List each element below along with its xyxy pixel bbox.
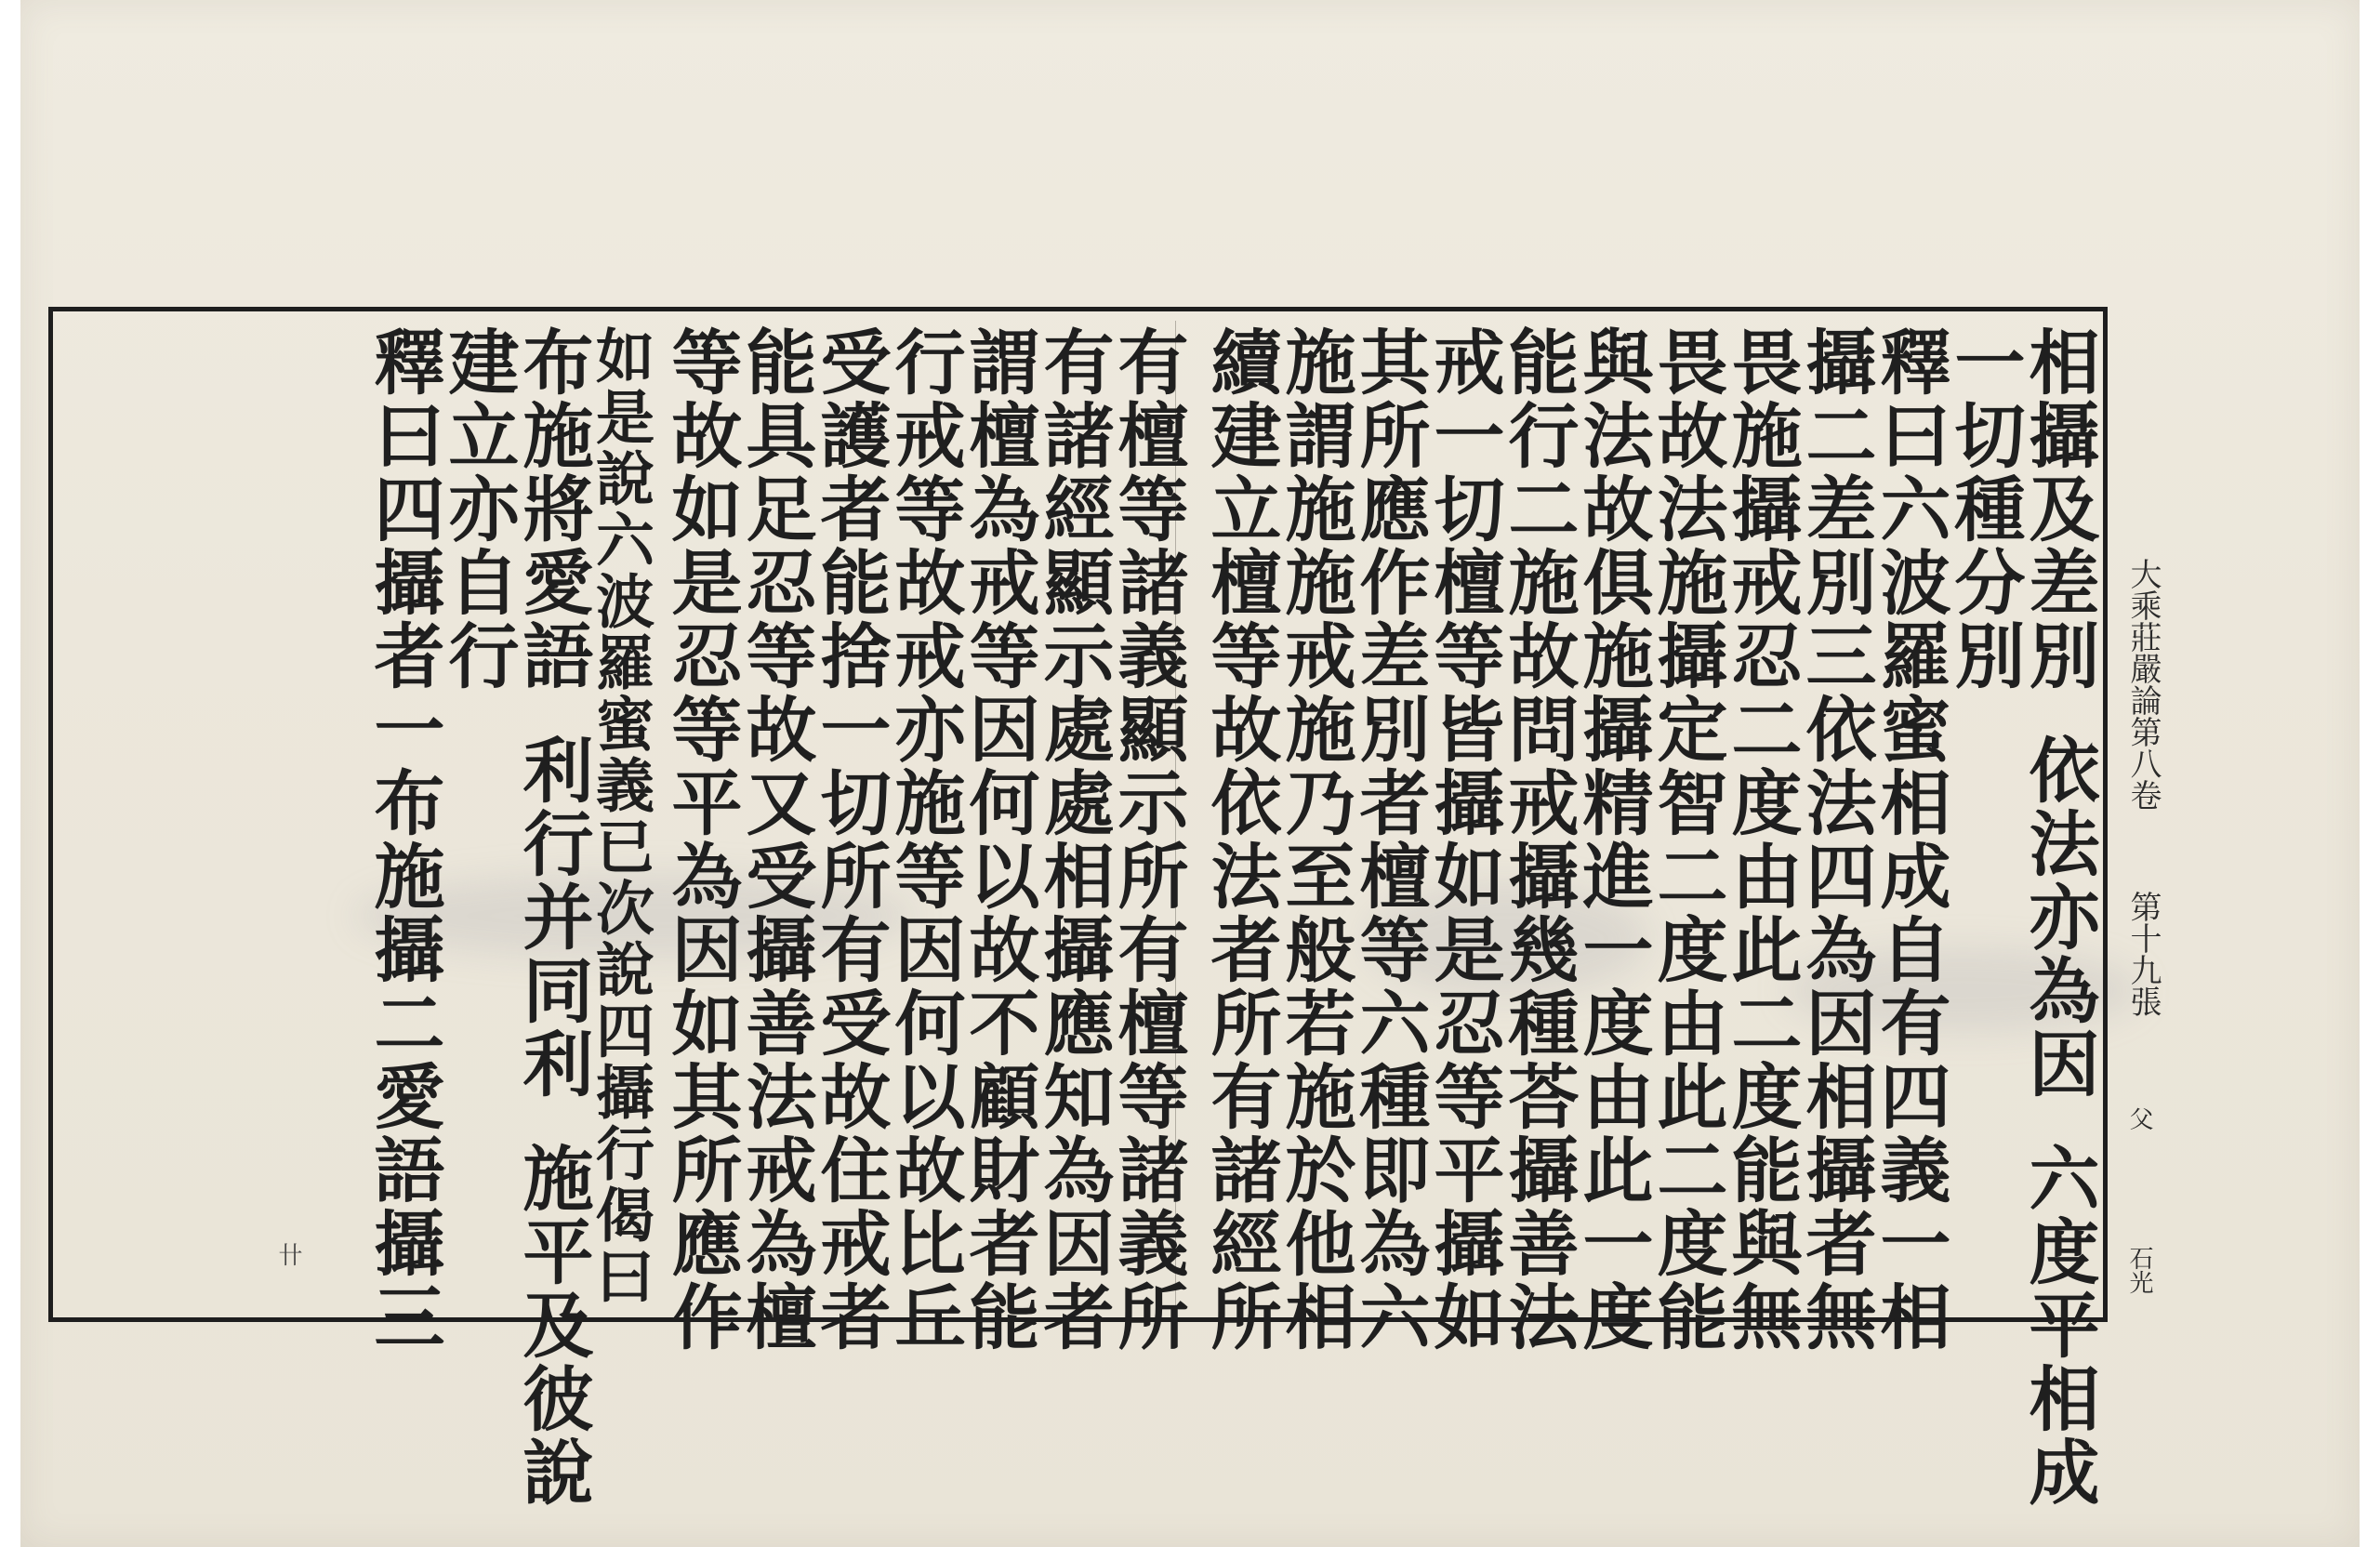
text-column: 布施將愛語利行并同利施平及彼說: [511, 325, 594, 1509]
text-column: 能行二施故問戒攝幾種荅攝善法: [1497, 325, 1580, 1354]
text-column: 等故如是忍等平為因如其所應作: [660, 325, 743, 1354]
text-column: 戒一切檀等皆攝如是忍等平攝如: [1422, 325, 1505, 1354]
text-column: 攝二差別三依法四為因相攝者無: [1794, 325, 1877, 1354]
text-column: 建立亦自行: [437, 325, 520, 693]
text-column: 釋曰四攝者一布施攝二愛語攝三: [363, 325, 445, 1354]
text-column: 畏施攝戒忍二度由此二度能與無: [1720, 325, 1803, 1354]
text-column: 續建立檀等故依法者所有諸經所: [1199, 325, 1282, 1354]
text-column: 受護者能捨一切所有受故住戒者: [809, 325, 892, 1354]
text-column: 如是說六波羅蜜義已次說四攝行偈曰: [587, 325, 655, 1307]
text-column: 一切種分別: [1943, 325, 2026, 693]
margin-mark: 父: [2125, 1106, 2153, 1130]
text-column: 畏故法施攝定智二度由此二度能: [1646, 325, 1728, 1354]
text-column: 行戒等故戒亦施等因何以故比丘: [883, 325, 966, 1354]
margin-folio: 第十九張: [2124, 891, 2162, 1017]
text-column: 與法故俱施攝精進一度由此一度: [1571, 325, 1654, 1354]
margin-title: 大乘莊嚴論第八卷: [2124, 558, 2162, 811]
text-column: 能具足忍等故又受攝善法戒為檀: [734, 325, 817, 1354]
text-column: 其所應作差別者檀等六種即為六: [1348, 325, 1431, 1354]
text-column: 謂檀為戒等因何以故不顧財者能: [958, 325, 1040, 1354]
text-column: 有檀等諸義顯示所有檀等諸義所: [1106, 325, 1189, 1354]
text-column: 施謂施施戒施乃至般若施於他相: [1274, 325, 1356, 1354]
small-mark: 卄: [274, 1242, 302, 1266]
text-column: 相攝及差別依法亦為因六度平相成: [2017, 325, 2100, 1509]
text-column: 釋曰六波羅蜜相成自有四義一相: [1869, 325, 1951, 1354]
text-column: 有諸經顯示處處相攝應知為因者: [1032, 325, 1115, 1354]
margin-carver: 石光: [2125, 1246, 2153, 1294]
